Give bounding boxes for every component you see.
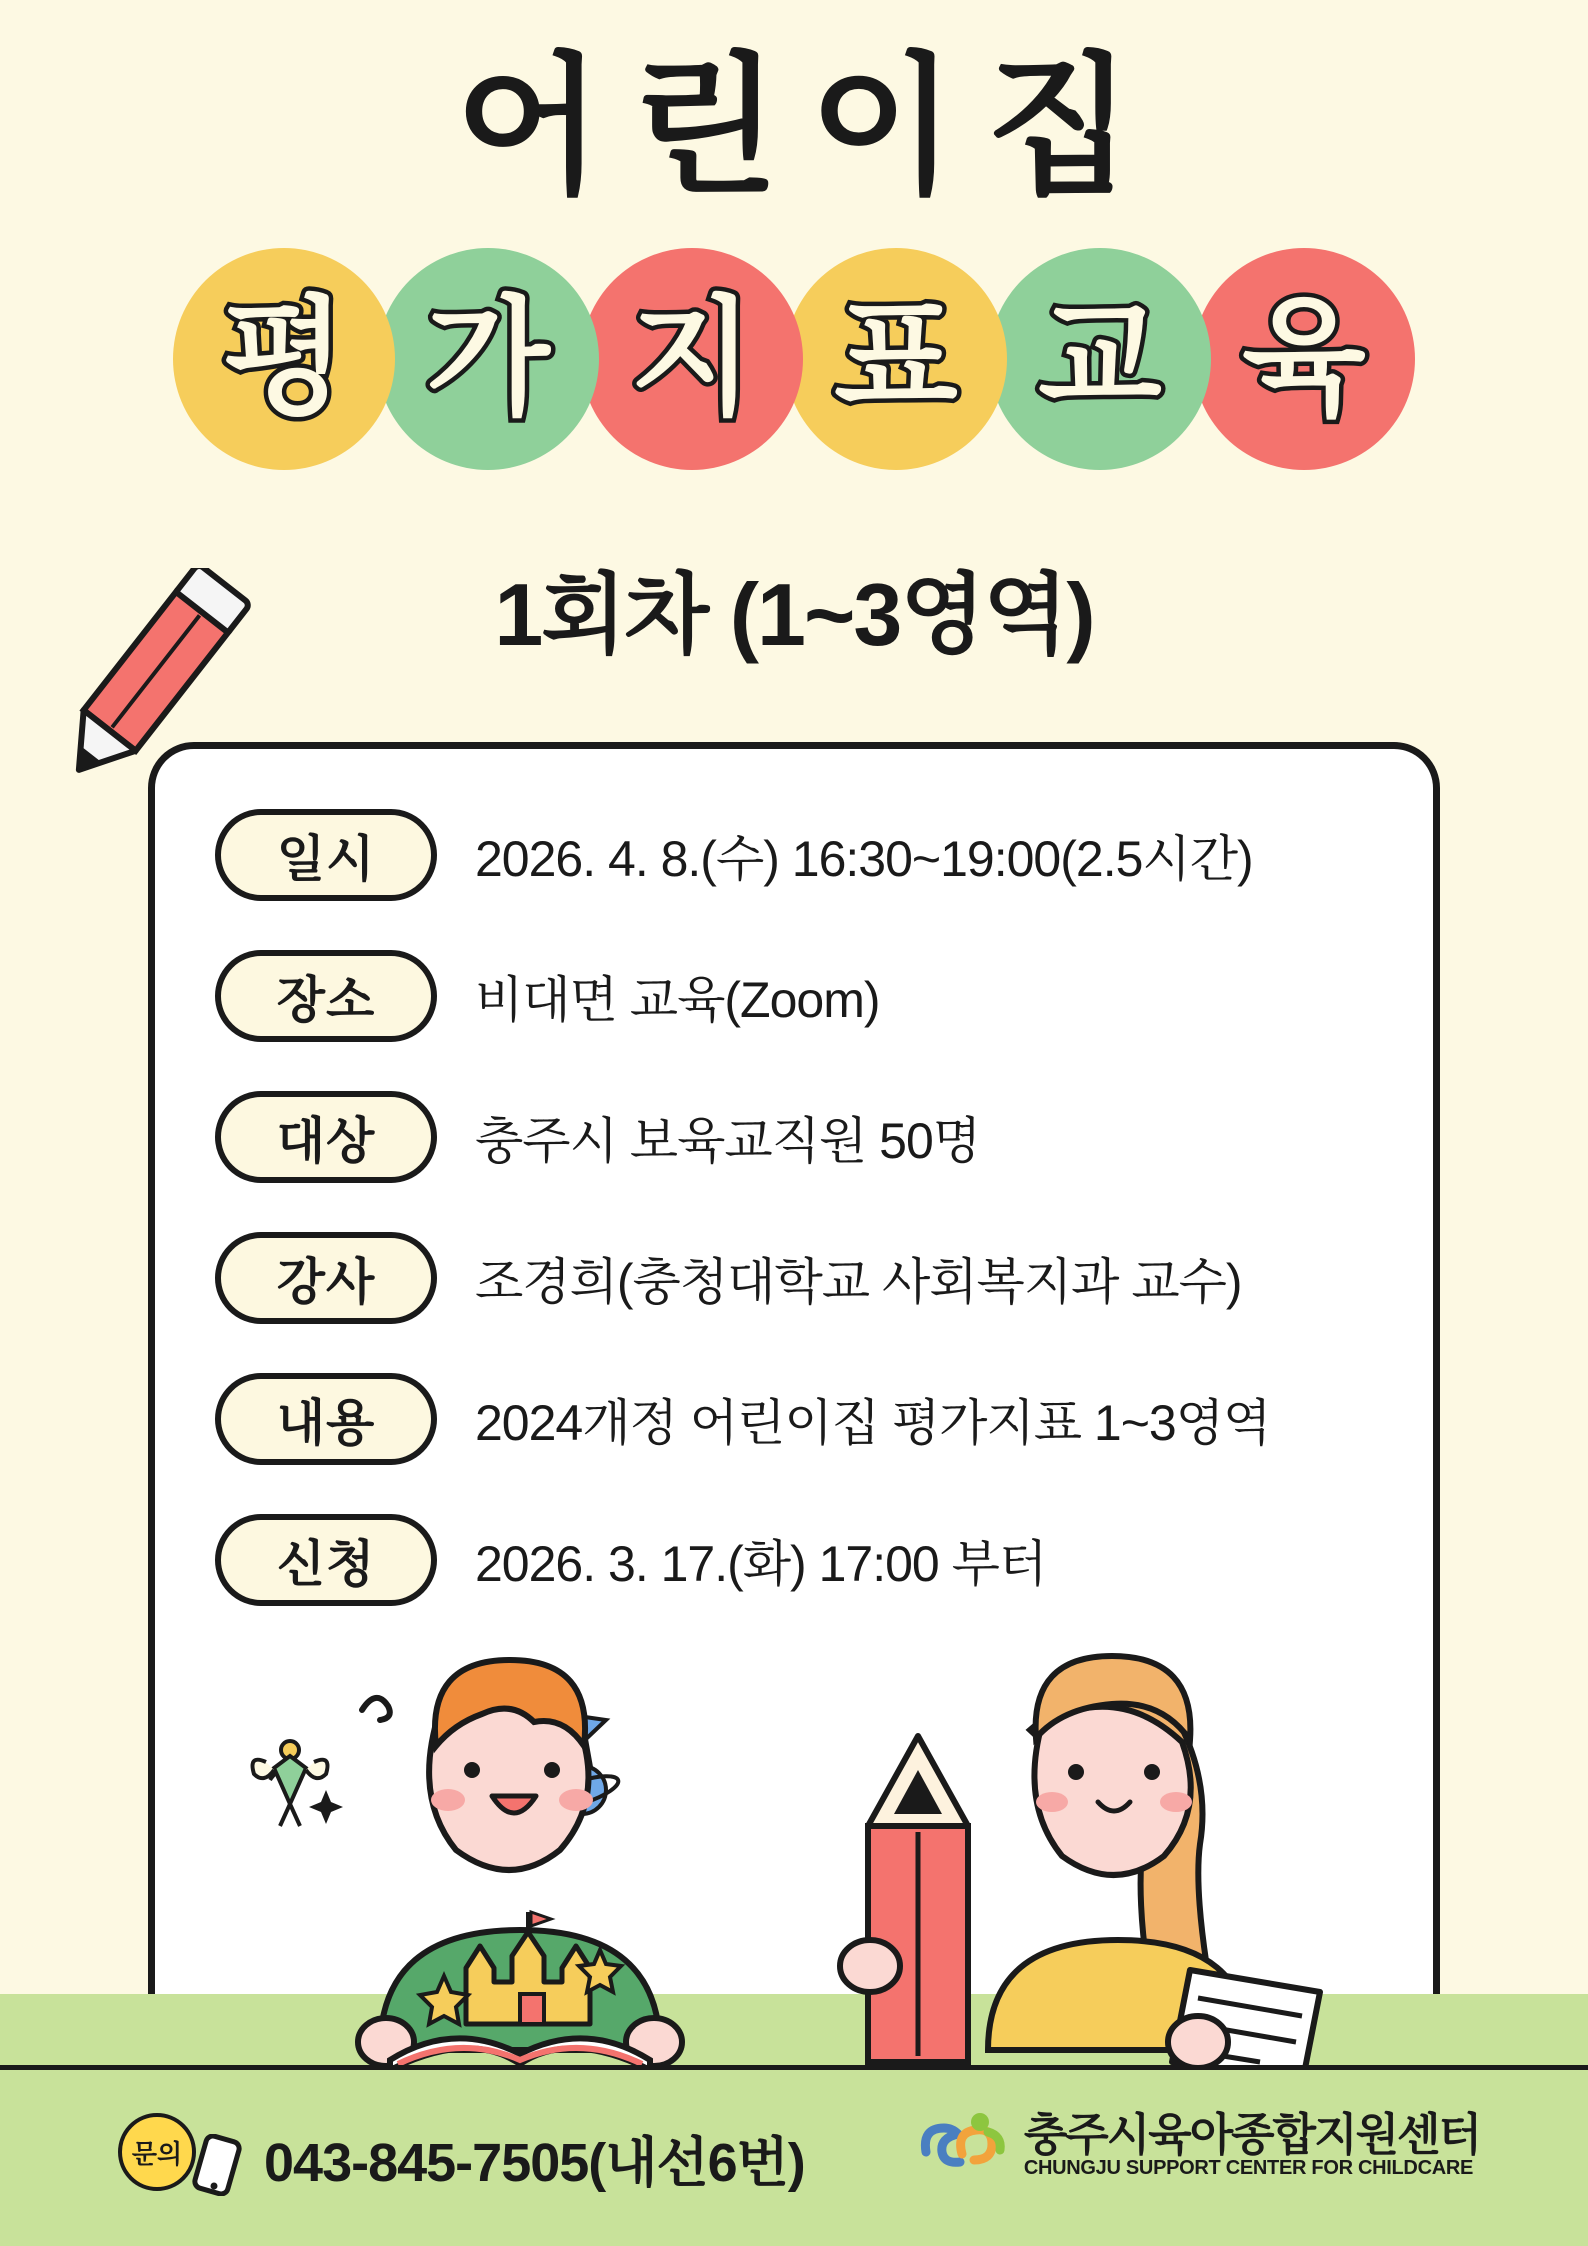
- info-row: [215, 805, 1385, 905]
- info-row: [215, 1228, 1385, 1328]
- info-value-audience: 충주시 보육교직원 50명: [475, 1113, 981, 1169]
- bubble-char-4: 표: [834, 287, 958, 430]
- bubble-char-1: 평: [222, 287, 346, 430]
- footer-phone-number: 043-845-7505(내선6번): [264, 2132, 805, 2193]
- bubble-char-6: 육: [1242, 287, 1366, 430]
- info-row: [215, 1369, 1385, 1469]
- swirl-decoration: [362, 1698, 390, 1720]
- bubble-1: [173, 248, 395, 470]
- bubble-2: [377, 248, 599, 470]
- info-label-audience: 대상: [215, 1091, 437, 1183]
- children-illustration: [230, 1650, 1360, 2070]
- info-value-apply: 2026. 3. 17.(화) 17:00 부터: [475, 1536, 1047, 1592]
- info-label-date: 일시: [215, 809, 437, 901]
- info-value-place: 비대면 교육(Zoom): [475, 972, 880, 1028]
- bubble-char-2: 가: [426, 287, 550, 430]
- info-value-content: 2024개정 어린이집 평가지표 1~3영역: [475, 1395, 1271, 1451]
- page-title: 어린이집: [455, 42, 1163, 212]
- info-row: [215, 1510, 1385, 1610]
- bubble-5: [989, 248, 1211, 470]
- info-label-lecturer: 강사: [215, 1232, 437, 1324]
- info-row: [215, 1087, 1385, 1187]
- phone-icon: [188, 2134, 242, 2196]
- bubble-char-3: 지: [630, 287, 754, 430]
- info-label-place: 장소: [215, 950, 437, 1042]
- bubble-4: [785, 248, 1007, 470]
- logo-name-kr: 충주시육아종합지원센터: [1023, 2108, 1480, 2160]
- info-label-content: 내용: [215, 1373, 437, 1465]
- logo-text-block: [1023, 2108, 1480, 2180]
- info-value-lecturer: 조경희(충청대학교 사회복지과 교수): [475, 1254, 1242, 1310]
- bubble-6: [1193, 248, 1415, 470]
- castle-motif: [466, 1912, 590, 2024]
- info-value-date: 2026. 4. 8.(수) 16:30~19:00(2.5시간): [475, 831, 1253, 887]
- logo-name-en: CHUNGJU SUPPORT CENTER FOR CHILDCARE: [1023, 2157, 1474, 2180]
- center-logo-icon: [918, 2108, 1010, 2182]
- inquiry-badge: 문의: [118, 2113, 196, 2191]
- footer-logo: [918, 2108, 1480, 2182]
- sparkle-icons: [309, 1790, 343, 1824]
- page-subtitle: 1회차 (1~3영역): [494, 565, 1094, 664]
- boy-figure: [358, 1660, 682, 2070]
- bubble-3: [581, 248, 803, 470]
- info-label-apply: 신청: [215, 1514, 437, 1606]
- footer-bar: [0, 2065, 1588, 2246]
- info-row-list: [215, 805, 1385, 1651]
- fairy-icon: [253, 1741, 328, 1826]
- bubble-title-row: [0, 248, 1588, 470]
- bubble-char-5: 교: [1038, 287, 1162, 430]
- footer-contact: [118, 2119, 805, 2197]
- info-row: [215, 946, 1385, 1046]
- girl-figure: [840, 1656, 1320, 2070]
- big-pencil-icon: [840, 1736, 968, 2062]
